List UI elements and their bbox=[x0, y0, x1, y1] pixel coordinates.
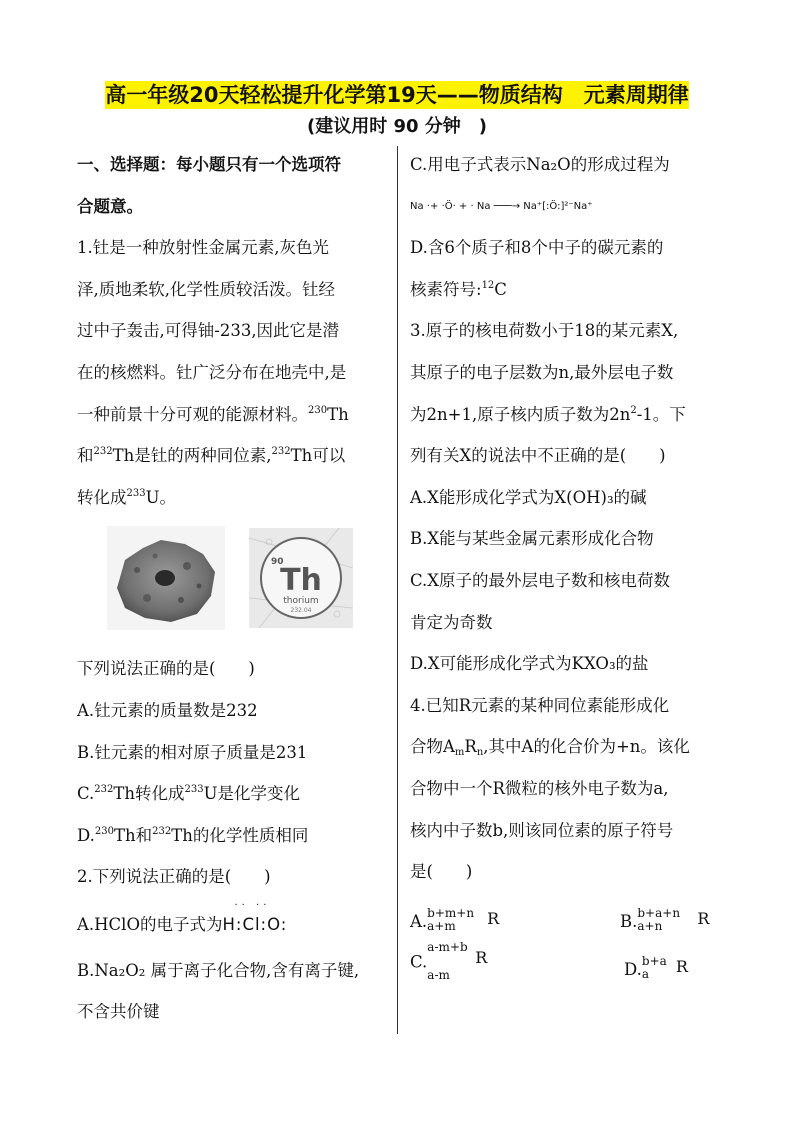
title-num1: 20 bbox=[189, 83, 219, 107]
formula: H:Cl:O: bbox=[222, 914, 288, 934]
nuclide-symbol bbox=[637, 906, 710, 937]
q4-option-c bbox=[410, 939, 488, 985]
q2-stem: 2.下列说法正确的是( ) bbox=[77, 867, 271, 887]
title-pre: 高一年级 bbox=[105, 83, 190, 107]
text: R bbox=[464, 737, 477, 757]
mass-number: 12 bbox=[481, 279, 495, 291]
nuclide-symbol bbox=[427, 939, 488, 985]
title-num2: 19 bbox=[386, 83, 416, 107]
q3-line bbox=[410, 394, 722, 436]
q3-option-c: C.X原子的最外层电子数和核电荷数 bbox=[410, 570, 671, 590]
q3-option-d: D.X可能形成化学式为KXO₃的盐 bbox=[410, 654, 649, 674]
q2-option-c: C.用电子式表示Na₂O的形成过程为 bbox=[410, 155, 670, 174]
mass-number: 232 bbox=[94, 784, 114, 796]
q4-option-a bbox=[410, 901, 500, 943]
mass-number: 230 bbox=[308, 404, 328, 416]
text: Th可以 bbox=[290, 446, 346, 466]
q1-stem: 下列说法正确的是( ) bbox=[77, 659, 255, 679]
q4-line: 4.已知R元素的某种同位素能形成化 bbox=[410, 695, 670, 715]
th-atomic-number: 90 bbox=[271, 557, 284, 568]
q1-line bbox=[77, 435, 385, 477]
text: Th的化学性质相同 bbox=[171, 825, 309, 845]
mass-number: 232 bbox=[271, 446, 291, 458]
text: ,其中A的化合价为+n。该化 bbox=[483, 737, 690, 757]
mass-number: 233 bbox=[184, 784, 204, 796]
q2-option-d: D.含6个质子和8个中子的碳元素的 bbox=[410, 238, 664, 258]
text: Th和 bbox=[113, 825, 153, 845]
th-name: thorium bbox=[283, 596, 319, 607]
q1-line: 泽,质地柔软,化学性质较活泼。钍经 bbox=[77, 279, 335, 299]
title-post: 天——物质结构 元素周期律 bbox=[415, 83, 689, 107]
na2o-formation-equation: Na ·+ ·Ö· + · Na ───→ Na⁺[:Ö:]²⁻Na⁺ bbox=[410, 200, 593, 212]
text: 转化成 bbox=[77, 487, 127, 507]
mass-number: a-m+b bbox=[427, 939, 468, 954]
page-title bbox=[0, 78, 794, 112]
q1-option-d bbox=[77, 815, 385, 857]
th-symbol: Th bbox=[280, 563, 322, 599]
q1-option-a: A.钍元素的质量数是232 bbox=[77, 700, 258, 720]
q3-line: 其原子的电子层数为n,最外层电子数 bbox=[410, 362, 674, 382]
th-mass: 232.04 bbox=[290, 607, 312, 615]
nuclide-symbol bbox=[427, 906, 500, 937]
q3-option-c-cont: 肯定为奇数 bbox=[410, 612, 493, 632]
q3-stem: 列有关X的说法中不正确的是( ) bbox=[410, 446, 666, 466]
text: 一种前景十分可观的能源材料。 bbox=[77, 404, 308, 424]
q1-option-b: B.钍元素的相对原子质量是231 bbox=[77, 742, 308, 762]
page-subtitle: (建议用时 90 分钟 ) bbox=[306, 116, 488, 137]
q4-line: 核内中子数b,则该同位素的原子符号 bbox=[410, 820, 674, 840]
thorium-element-card bbox=[249, 528, 353, 628]
option-label: A. bbox=[410, 911, 428, 931]
text: 合物A bbox=[410, 737, 455, 757]
text: 和 bbox=[77, 446, 94, 466]
subscript: m bbox=[454, 747, 465, 759]
section-heading-cont: 合题意。 bbox=[77, 196, 143, 216]
q4-option-d bbox=[624, 949, 688, 991]
atomic-number: a-m bbox=[427, 967, 450, 982]
q2-option-b: B.Na₂O₂ 属于离子化合物,含有离子键, bbox=[77, 960, 360, 980]
mass-number: 232 bbox=[93, 446, 113, 458]
q1-option-c bbox=[77, 773, 385, 815]
text: 核素符号: bbox=[410, 279, 482, 299]
hclo-electron-formula bbox=[222, 899, 288, 934]
mass-number: b+a+n bbox=[637, 906, 681, 921]
option-label: B. bbox=[620, 911, 638, 931]
text: U是化学变化 bbox=[203, 784, 301, 804]
q3-line: 3.原子的核电荷数小于18的某元素X, bbox=[410, 321, 679, 341]
nuclide-symbol bbox=[641, 954, 688, 985]
mass-number: 233 bbox=[126, 487, 146, 499]
atomic-number: a+m bbox=[427, 919, 456, 934]
option-label: C. bbox=[410, 952, 428, 972]
q1-line: 在的核燃料。钍广泛分布在地壳中,是 bbox=[77, 362, 347, 382]
text: -1。下 bbox=[636, 404, 686, 424]
q2-option-a bbox=[77, 899, 385, 946]
option-label: D. bbox=[624, 959, 642, 979]
text: Th转化成 bbox=[113, 784, 185, 804]
q2-option-d-cont bbox=[410, 269, 722, 311]
mass-number: 232 bbox=[152, 825, 172, 837]
mass-number: 230 bbox=[94, 825, 114, 837]
q1-line: 过中子轰击,可得铀-233,因此它是潜 bbox=[77, 321, 340, 341]
right-column bbox=[410, 144, 722, 988]
q4-options bbox=[410, 893, 722, 988]
element-symbol: R bbox=[675, 957, 688, 977]
q3-option-b: B.X能与某些金属元素形成化合物 bbox=[410, 529, 654, 549]
q4-line: 合物中一个R微粒的核外电子数为a, bbox=[410, 778, 669, 798]
text: D. bbox=[77, 825, 95, 845]
text: Th是钍的两种同位素, bbox=[112, 446, 272, 466]
mass-number: b+m+n bbox=[427, 906, 475, 921]
q4-line bbox=[410, 726, 722, 768]
text: 为2n+1,原子核内质子数为2n bbox=[410, 404, 631, 424]
atomic-number: a bbox=[641, 967, 650, 982]
q4-option-b bbox=[620, 901, 710, 943]
q4-stem: 是( ) bbox=[410, 862, 473, 882]
section-heading: 一、选择题：每小题只有一个选项符 bbox=[77, 155, 341, 174]
thorium-ore-image bbox=[107, 526, 225, 630]
element-symbol: R bbox=[487, 909, 500, 929]
subscript: n bbox=[476, 747, 484, 759]
text: Th bbox=[327, 404, 349, 424]
text: C. bbox=[77, 784, 95, 804]
title-mid: 天轻松提升化学第 bbox=[218, 83, 387, 107]
element-symbol: R bbox=[475, 947, 488, 967]
q1-line: 1.钍是一种放射性金属元素,灰色光 bbox=[77, 238, 329, 258]
exponent: 2 bbox=[630, 404, 637, 416]
atomic-number: a+n bbox=[637, 919, 663, 934]
column-divider bbox=[397, 146, 398, 1034]
q2-option-b-cont: 不含共价键 bbox=[77, 1002, 160, 1022]
q1-line bbox=[77, 394, 385, 436]
mass-number: b+a bbox=[641, 954, 667, 969]
left-column bbox=[77, 144, 385, 1033]
text: U。 bbox=[145, 487, 176, 507]
lone-pair-dots: ·· ·· bbox=[234, 899, 271, 911]
q3-option-a: A.X能形成化学式为X(OH)₃的碱 bbox=[410, 487, 647, 507]
text: C bbox=[494, 279, 507, 299]
q1-images bbox=[77, 518, 385, 648]
q1-line bbox=[77, 477, 385, 519]
element-symbol: R bbox=[697, 909, 710, 929]
text: A.HClO的电子式为 bbox=[77, 914, 223, 934]
